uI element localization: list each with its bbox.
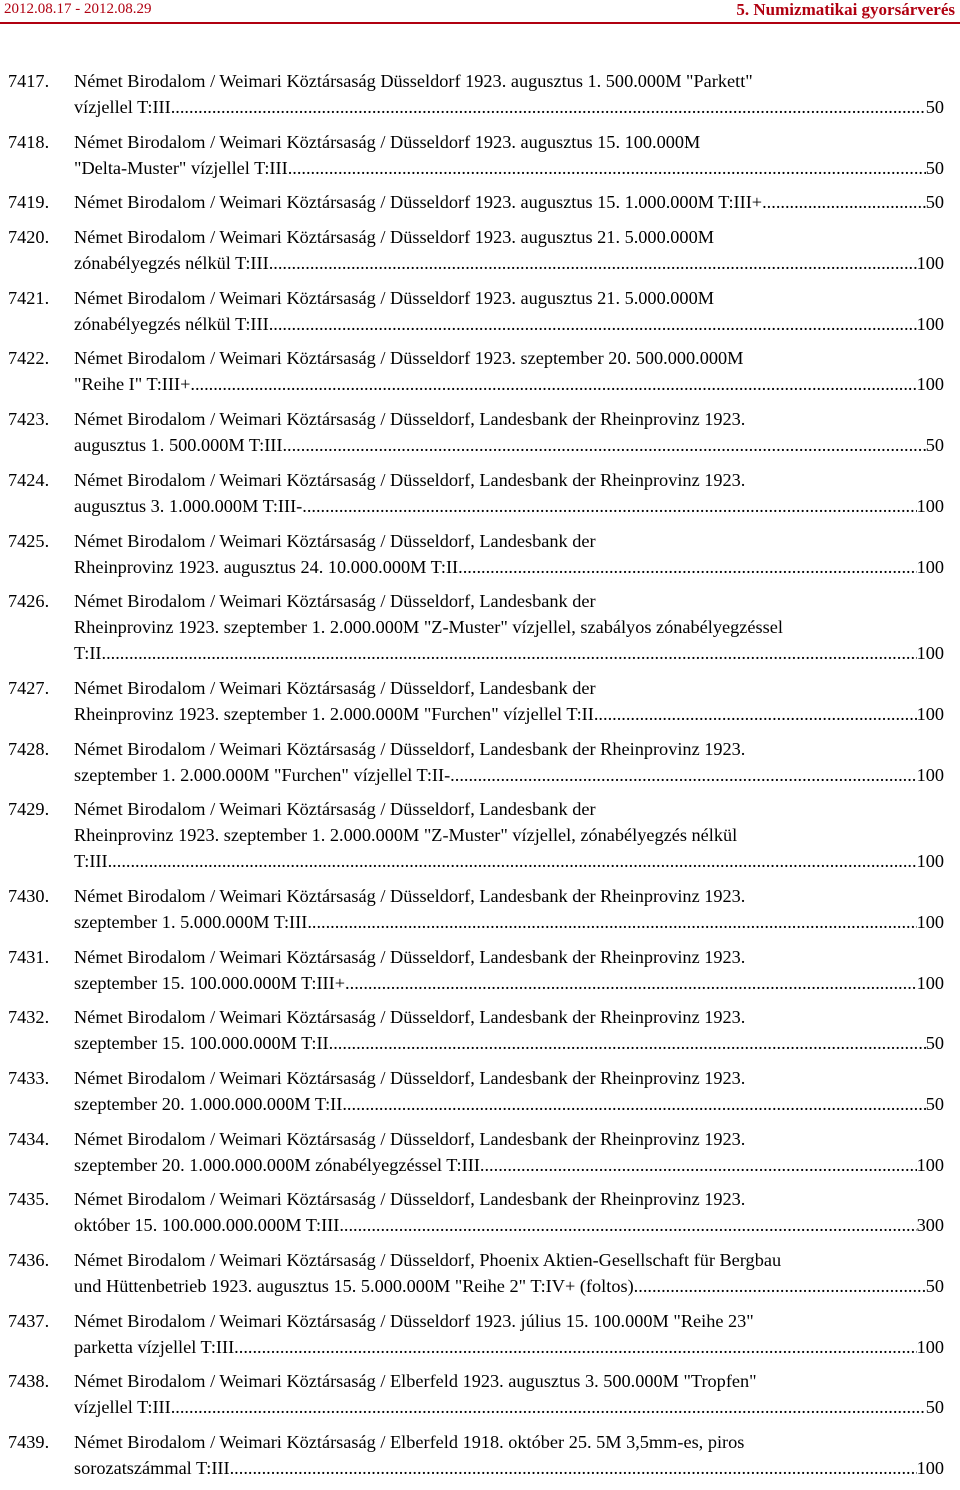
lot-entry bbox=[0, 68, 960, 120]
lot-description: Német Birodalom / Weimari Köztársaság / Düsseldorf, Landesbank der bbox=[74, 530, 596, 551]
lot-price-line bbox=[74, 493, 944, 519]
lot-price-line bbox=[74, 250, 944, 276]
lot-number: 7425. bbox=[8, 530, 50, 551]
lot-entry bbox=[0, 1065, 960, 1117]
lot-starting-price: 100 bbox=[916, 851, 944, 872]
lot-price-line bbox=[74, 701, 944, 727]
lot-line bbox=[0, 1247, 960, 1273]
lot-description: Rheinprovinz 1923. szeptember 1. 2.000.000M "Furchen" vízjellel T:II bbox=[74, 703, 594, 724]
dot-leader bbox=[450, 762, 916, 788]
lot-description: T:III... bbox=[74, 851, 122, 872]
lot-entry bbox=[0, 944, 960, 996]
lot-number: 7433. bbox=[8, 1068, 50, 1088]
dot-leader bbox=[342, 1091, 925, 1117]
lot-starting-price: 50 bbox=[925, 1397, 944, 1418]
lot-entry bbox=[0, 285, 960, 337]
lot-number: 7419. bbox=[8, 192, 50, 213]
lot-starting-price: 300 bbox=[916, 1215, 944, 1236]
lot-description: sorozatszámmal T:III bbox=[74, 1458, 230, 1479]
lot-entry bbox=[0, 675, 960, 727]
lot-price-line bbox=[74, 189, 944, 215]
lot-entry bbox=[0, 588, 960, 666]
lot-number: 7420. bbox=[8, 227, 50, 248]
lot-line bbox=[0, 94, 960, 120]
lot-number: 7418. bbox=[8, 131, 50, 152]
lot-price-line bbox=[74, 371, 944, 397]
dot-leader bbox=[102, 640, 917, 666]
lot-description: Német Birodalom / Weimari Köztársaság Düsseldorf 1923. augusztus 1. 500.000M "Parkett" bbox=[74, 71, 753, 91]
lot-starting-price: 100 bbox=[916, 1336, 944, 1357]
lot-description: Német Birodalom / Weimari Köztársaság / Düsseldorf, Landesbank der Rheinprovinz 1923. bbox=[74, 1068, 746, 1088]
lot-line bbox=[0, 762, 960, 788]
lot-entry bbox=[0, 1186, 960, 1238]
lot-description: Rheinprovinz 1923. augusztus 24. 10.000.000M T:II bbox=[74, 556, 459, 577]
lot-entry bbox=[0, 1004, 960, 1056]
lot-line bbox=[0, 796, 960, 822]
lot-number: 7417. bbox=[8, 71, 50, 91]
lot-price-line bbox=[74, 970, 944, 996]
lot-entry bbox=[0, 406, 960, 458]
lot-number: 7426. bbox=[8, 591, 50, 612]
lot-starting-price: 50 bbox=[925, 157, 944, 178]
lot-description: szeptember 15. 100.000.000M T:III+ bbox=[74, 972, 346, 993]
lot-description: Német Birodalom / Weimari Köztársaság / Düsseldorf, Landesbank der Rheinprovinz 1923. bbox=[74, 469, 746, 490]
lot-description: zónabélyegzés nélkül T:III bbox=[74, 313, 269, 334]
lot-description: Német Birodalom / Weimari Köztársaság / Düsseldorf, Landesbank der Rheinprovinz 1923. bbox=[74, 885, 746, 906]
lot-line bbox=[0, 1186, 960, 1212]
lot-line bbox=[0, 822, 960, 848]
lot-line bbox=[0, 1030, 960, 1056]
lot-line bbox=[0, 588, 960, 614]
lot-starting-price: 100 bbox=[916, 703, 944, 724]
dot-leader bbox=[269, 311, 917, 337]
lot-price-line bbox=[74, 1334, 944, 1360]
lot-entry bbox=[0, 883, 960, 935]
lot-description: szeptember 1. 5.000.000M T:III bbox=[74, 911, 308, 932]
lot-price-line bbox=[74, 94, 944, 120]
lot-description: Német Birodalom / Weimari Köztársaság / Elberfeld 1918. október 25. 5M 3,5mm-es, piros bbox=[74, 1432, 745, 1453]
dot-leader bbox=[282, 432, 925, 458]
dot-leader bbox=[171, 94, 926, 120]
dot-leader bbox=[480, 1152, 917, 1178]
lot-price-line bbox=[74, 1455, 944, 1481]
lot-line bbox=[0, 848, 960, 874]
lot-line bbox=[0, 250, 960, 276]
lot-line bbox=[0, 554, 960, 580]
lot-number: 7439. bbox=[8, 1432, 50, 1453]
lot-starting-price: 100 bbox=[916, 374, 944, 395]
lot-line bbox=[0, 311, 960, 337]
lot-description: Német Birodalom / Weimari Köztársaság / Düsseldorf, Landesbank der Rheinprovinz 1923. bbox=[74, 409, 746, 430]
lot-line bbox=[0, 1429, 960, 1455]
lot-entry bbox=[0, 129, 960, 181]
lot-number: 7421. bbox=[8, 287, 50, 308]
lot-price-line bbox=[74, 1030, 944, 1056]
lot-line bbox=[0, 189, 960, 215]
lot-price-line bbox=[74, 640, 944, 666]
lot-line bbox=[0, 736, 960, 762]
lot-number: 7427. bbox=[8, 677, 50, 698]
lot-description: Német Birodalom / Weimari Köztársaság / Düsseldorf 1923. szeptember 20. 500.000.000M bbox=[74, 348, 744, 369]
lot-line bbox=[0, 640, 960, 666]
lot-starting-price: 100 bbox=[916, 495, 944, 516]
lot-description: "Reihe I" T:III+ bbox=[74, 374, 191, 395]
lot-entry bbox=[0, 528, 960, 580]
lot-line bbox=[0, 1273, 960, 1299]
lot-entry bbox=[0, 736, 960, 788]
lot-entry bbox=[0, 189, 960, 215]
lot-number: 7429. bbox=[8, 799, 50, 820]
lot-starting-price: 50 bbox=[925, 1276, 944, 1297]
lot-description: szeptember 15. 100.000.000M T:II bbox=[74, 1033, 329, 1054]
lot-description: Német Birodalom / Weimari Köztársaság / Düsseldorf, Landesbank der Rheinprovinz 1923. bbox=[74, 1189, 746, 1210]
lot-number: 7428. bbox=[8, 738, 50, 759]
lot-description: Német Birodalom / Weimari Köztársaság / Düsseldorf, Landesbank der Rheinprovinz 1923. bbox=[74, 1007, 746, 1028]
lot-description: Német Birodalom / Weimari Köztársaság / Düsseldorf 1923. augusztus 15. 100.000M bbox=[74, 131, 701, 152]
lot-line bbox=[0, 1368, 960, 1394]
lot-entry bbox=[0, 1429, 960, 1481]
lot-description: Rheinprovinz 1923. szeptember 1. 2.000.000M "Z-Muster" vízjellel, szabályos zónabélyegzéssel bbox=[74, 617, 783, 638]
dot-leader bbox=[234, 1334, 916, 1360]
lot-list bbox=[0, 68, 960, 1490]
lot-line bbox=[0, 224, 960, 250]
lot-description: október 15. 100.000.000.000M T:III bbox=[74, 1215, 340, 1236]
lot-description: szeptember 20. 1.000.000.000M T:II bbox=[74, 1094, 343, 1114]
lot-line bbox=[0, 1152, 960, 1178]
lot-starting-price: 50 bbox=[925, 97, 944, 117]
lot-line bbox=[0, 1091, 960, 1117]
lot-line bbox=[0, 944, 960, 970]
lot-description: Német Birodalom / Weimari Köztársaság / Düsseldorf, Landesbank der bbox=[74, 799, 596, 820]
lot-number: 7424. bbox=[8, 469, 50, 490]
lot-starting-price: 100 bbox=[916, 313, 944, 334]
dot-leader bbox=[594, 701, 917, 727]
lot-description: vízjellel T:III bbox=[74, 1397, 171, 1418]
lot-price-line bbox=[74, 1152, 944, 1178]
lot-starting-price: 100 bbox=[916, 643, 944, 664]
lot-number: 7438. bbox=[8, 1371, 50, 1392]
dot-leader bbox=[230, 1455, 917, 1481]
dot-leader bbox=[302, 493, 916, 519]
lot-starting-price: 100 bbox=[916, 1154, 944, 1175]
lot-line bbox=[0, 371, 960, 397]
dot-leader bbox=[345, 970, 917, 996]
dot-leader bbox=[762, 189, 926, 215]
lot-price-line bbox=[74, 762, 944, 788]
lot-entry bbox=[0, 345, 960, 397]
lot-price-line bbox=[74, 1091, 944, 1117]
dot-leader bbox=[171, 1394, 926, 1420]
lot-description: zónabélyegzés nélkül T:III bbox=[74, 253, 269, 274]
lot-entry bbox=[0, 1247, 960, 1299]
lot-entry bbox=[0, 224, 960, 276]
lot-line bbox=[0, 909, 960, 935]
lot-starting-price: 100 bbox=[916, 556, 944, 577]
lot-number: 7437. bbox=[8, 1310, 50, 1331]
lot-description: Rheinprovinz 1923. szeptember 1. 2.000.000M "Z-Muster" vízjellel, zónabélyegzés nélkül bbox=[74, 825, 738, 846]
lot-price-line bbox=[74, 554, 944, 580]
lot-price-line bbox=[74, 155, 944, 181]
lot-line bbox=[0, 155, 960, 181]
lot-description: Német Birodalom / Weimari Köztársaság / Elberfeld 1923. augusztus 3. 500.000M "Tropfen" bbox=[74, 1371, 757, 1392]
lot-line bbox=[0, 1394, 960, 1420]
lot-price-line bbox=[74, 311, 944, 337]
auction-date-range: 2012.08.17 - 2012.08.29 bbox=[4, 1, 152, 17]
lot-price-line bbox=[74, 909, 944, 935]
lot-description: Német Birodalom / Weimari Köztársaság / Düsseldorf, Landesbank der Rheinprovinz 1923. bbox=[74, 946, 746, 967]
lot-number: 7430. bbox=[8, 885, 50, 906]
dot-leader bbox=[121, 848, 916, 874]
lot-starting-price: 100 bbox=[916, 1458, 944, 1479]
auction-title: 5. Numizmatikai gyorsárverés bbox=[736, 0, 955, 19]
lot-description: Német Birodalom / Weimari Köztársaság / Düsseldorf 1923. augusztus 15. 1.000.000M T:III+ bbox=[74, 192, 763, 213]
lot-line bbox=[0, 701, 960, 727]
lot-number: 7432. bbox=[8, 1007, 50, 1028]
lot-starting-price: 50 bbox=[925, 435, 944, 456]
lot-entry bbox=[0, 1308, 960, 1360]
lot-entry bbox=[0, 1126, 960, 1178]
lot-price-line bbox=[74, 1212, 944, 1238]
lot-starting-price: 50 bbox=[925, 1033, 944, 1054]
lot-description: und Hüttenbetrieb 1923. augusztus 15. 5.000.000M "Reihe 2" T:IV+ (foltos) bbox=[74, 1276, 634, 1297]
dot-leader bbox=[190, 371, 916, 397]
lot-entry bbox=[0, 1368, 960, 1420]
lot-line bbox=[0, 883, 960, 909]
lot-number: 7435. bbox=[8, 1189, 50, 1210]
lot-description: augusztus 1. 500.000M T:III bbox=[74, 435, 283, 456]
lot-line bbox=[0, 1004, 960, 1030]
lot-number: 7434. bbox=[8, 1128, 50, 1149]
lot-line bbox=[0, 970, 960, 996]
dot-leader bbox=[307, 909, 916, 935]
lot-price-line bbox=[74, 848, 944, 874]
lot-description: Német Birodalom / Weimari Köztársaság / Düsseldorf, Landesbank der Rheinprovinz 1923. bbox=[74, 1128, 746, 1149]
lot-description: Német Birodalom / Weimari Köztársaság / Düsseldorf 1923. augusztus 21. 5.000.000M bbox=[74, 227, 714, 248]
dot-leader bbox=[269, 250, 917, 276]
lot-line bbox=[0, 614, 960, 640]
dot-leader bbox=[329, 1030, 926, 1056]
lot-line bbox=[0, 1212, 960, 1238]
dot-leader bbox=[634, 1273, 926, 1299]
lot-number: 7436. bbox=[8, 1250, 50, 1271]
dot-leader bbox=[339, 1212, 916, 1238]
lot-line bbox=[0, 432, 960, 458]
lot-line bbox=[0, 1334, 960, 1360]
lot-starting-price: 50 bbox=[925, 192, 944, 213]
lot-line bbox=[0, 493, 960, 519]
lot-price-line bbox=[74, 1273, 944, 1299]
lot-line bbox=[0, 467, 960, 493]
lot-description: T:II bbox=[74, 643, 102, 664]
lot-line bbox=[0, 406, 960, 432]
lot-description: "Delta-Muster" vízjellel T:III bbox=[74, 157, 288, 178]
lot-price-line bbox=[74, 432, 944, 458]
dot-leader bbox=[458, 554, 916, 580]
lot-starting-price: 100 bbox=[916, 911, 944, 932]
lot-description: parketta vízjellel T:III bbox=[74, 1336, 235, 1357]
lot-line bbox=[0, 1065, 960, 1091]
lot-line bbox=[0, 675, 960, 701]
lot-description: Német Birodalom / Weimari Köztársaság / Düsseldorf, Phoenix Aktien-Gesellschaft für Bergbau bbox=[74, 1250, 782, 1271]
lot-starting-price: 50 bbox=[925, 1094, 944, 1114]
lot-description: szeptember 20. 1.000.000.000M zónabélyegzéssel T:III bbox=[74, 1154, 480, 1175]
lot-description: Német Birodalom / Weimari Köztársaság / Düsseldorf, Landesbank der bbox=[74, 677, 596, 698]
lot-line bbox=[0, 345, 960, 371]
lot-line bbox=[0, 528, 960, 554]
lot-number: 7431. bbox=[8, 946, 50, 967]
lot-line bbox=[0, 1126, 960, 1152]
lot-starting-price: 100 bbox=[916, 253, 944, 274]
lot-line bbox=[0, 1455, 960, 1481]
lot-starting-price: 100 bbox=[916, 764, 944, 785]
lot-description: szeptember 1. 2.000.000M "Furchen" vízjellel T:II- bbox=[74, 764, 451, 785]
lot-line bbox=[0, 1308, 960, 1334]
lot-number: 7422. bbox=[8, 348, 50, 369]
lot-number: 7423. bbox=[8, 409, 50, 430]
lot-line bbox=[0, 129, 960, 155]
dot-leader bbox=[288, 155, 926, 181]
header-divider bbox=[0, 22, 960, 24]
lot-price-line bbox=[74, 1394, 944, 1420]
lot-description: vízjellel T:III bbox=[74, 97, 171, 117]
lot-starting-price: 100 bbox=[916, 972, 944, 993]
lot-description: Német Birodalom / Weimari Köztársaság / Düsseldorf, Landesbank der bbox=[74, 591, 596, 612]
lot-description: augusztus 3. 1.000.000M T:III- bbox=[74, 495, 303, 516]
lot-description: Német Birodalom / Weimari Köztársaság / Düsseldorf 1923. augusztus 21. 5.000.000M bbox=[74, 287, 714, 308]
lot-entry bbox=[0, 796, 960, 874]
lot-line bbox=[0, 68, 960, 94]
lot-line bbox=[0, 285, 960, 311]
lot-description: Német Birodalom / Weimari Köztársaság / Düsseldorf, Landesbank der Rheinprovinz 1923. bbox=[74, 738, 746, 759]
lot-description: Német Birodalom / Weimari Köztársaság / Düsseldorf 1923. július 15. 100.000M "Reihe 23" bbox=[74, 1310, 754, 1331]
lot-entry bbox=[0, 467, 960, 519]
page-header bbox=[0, 0, 960, 26]
